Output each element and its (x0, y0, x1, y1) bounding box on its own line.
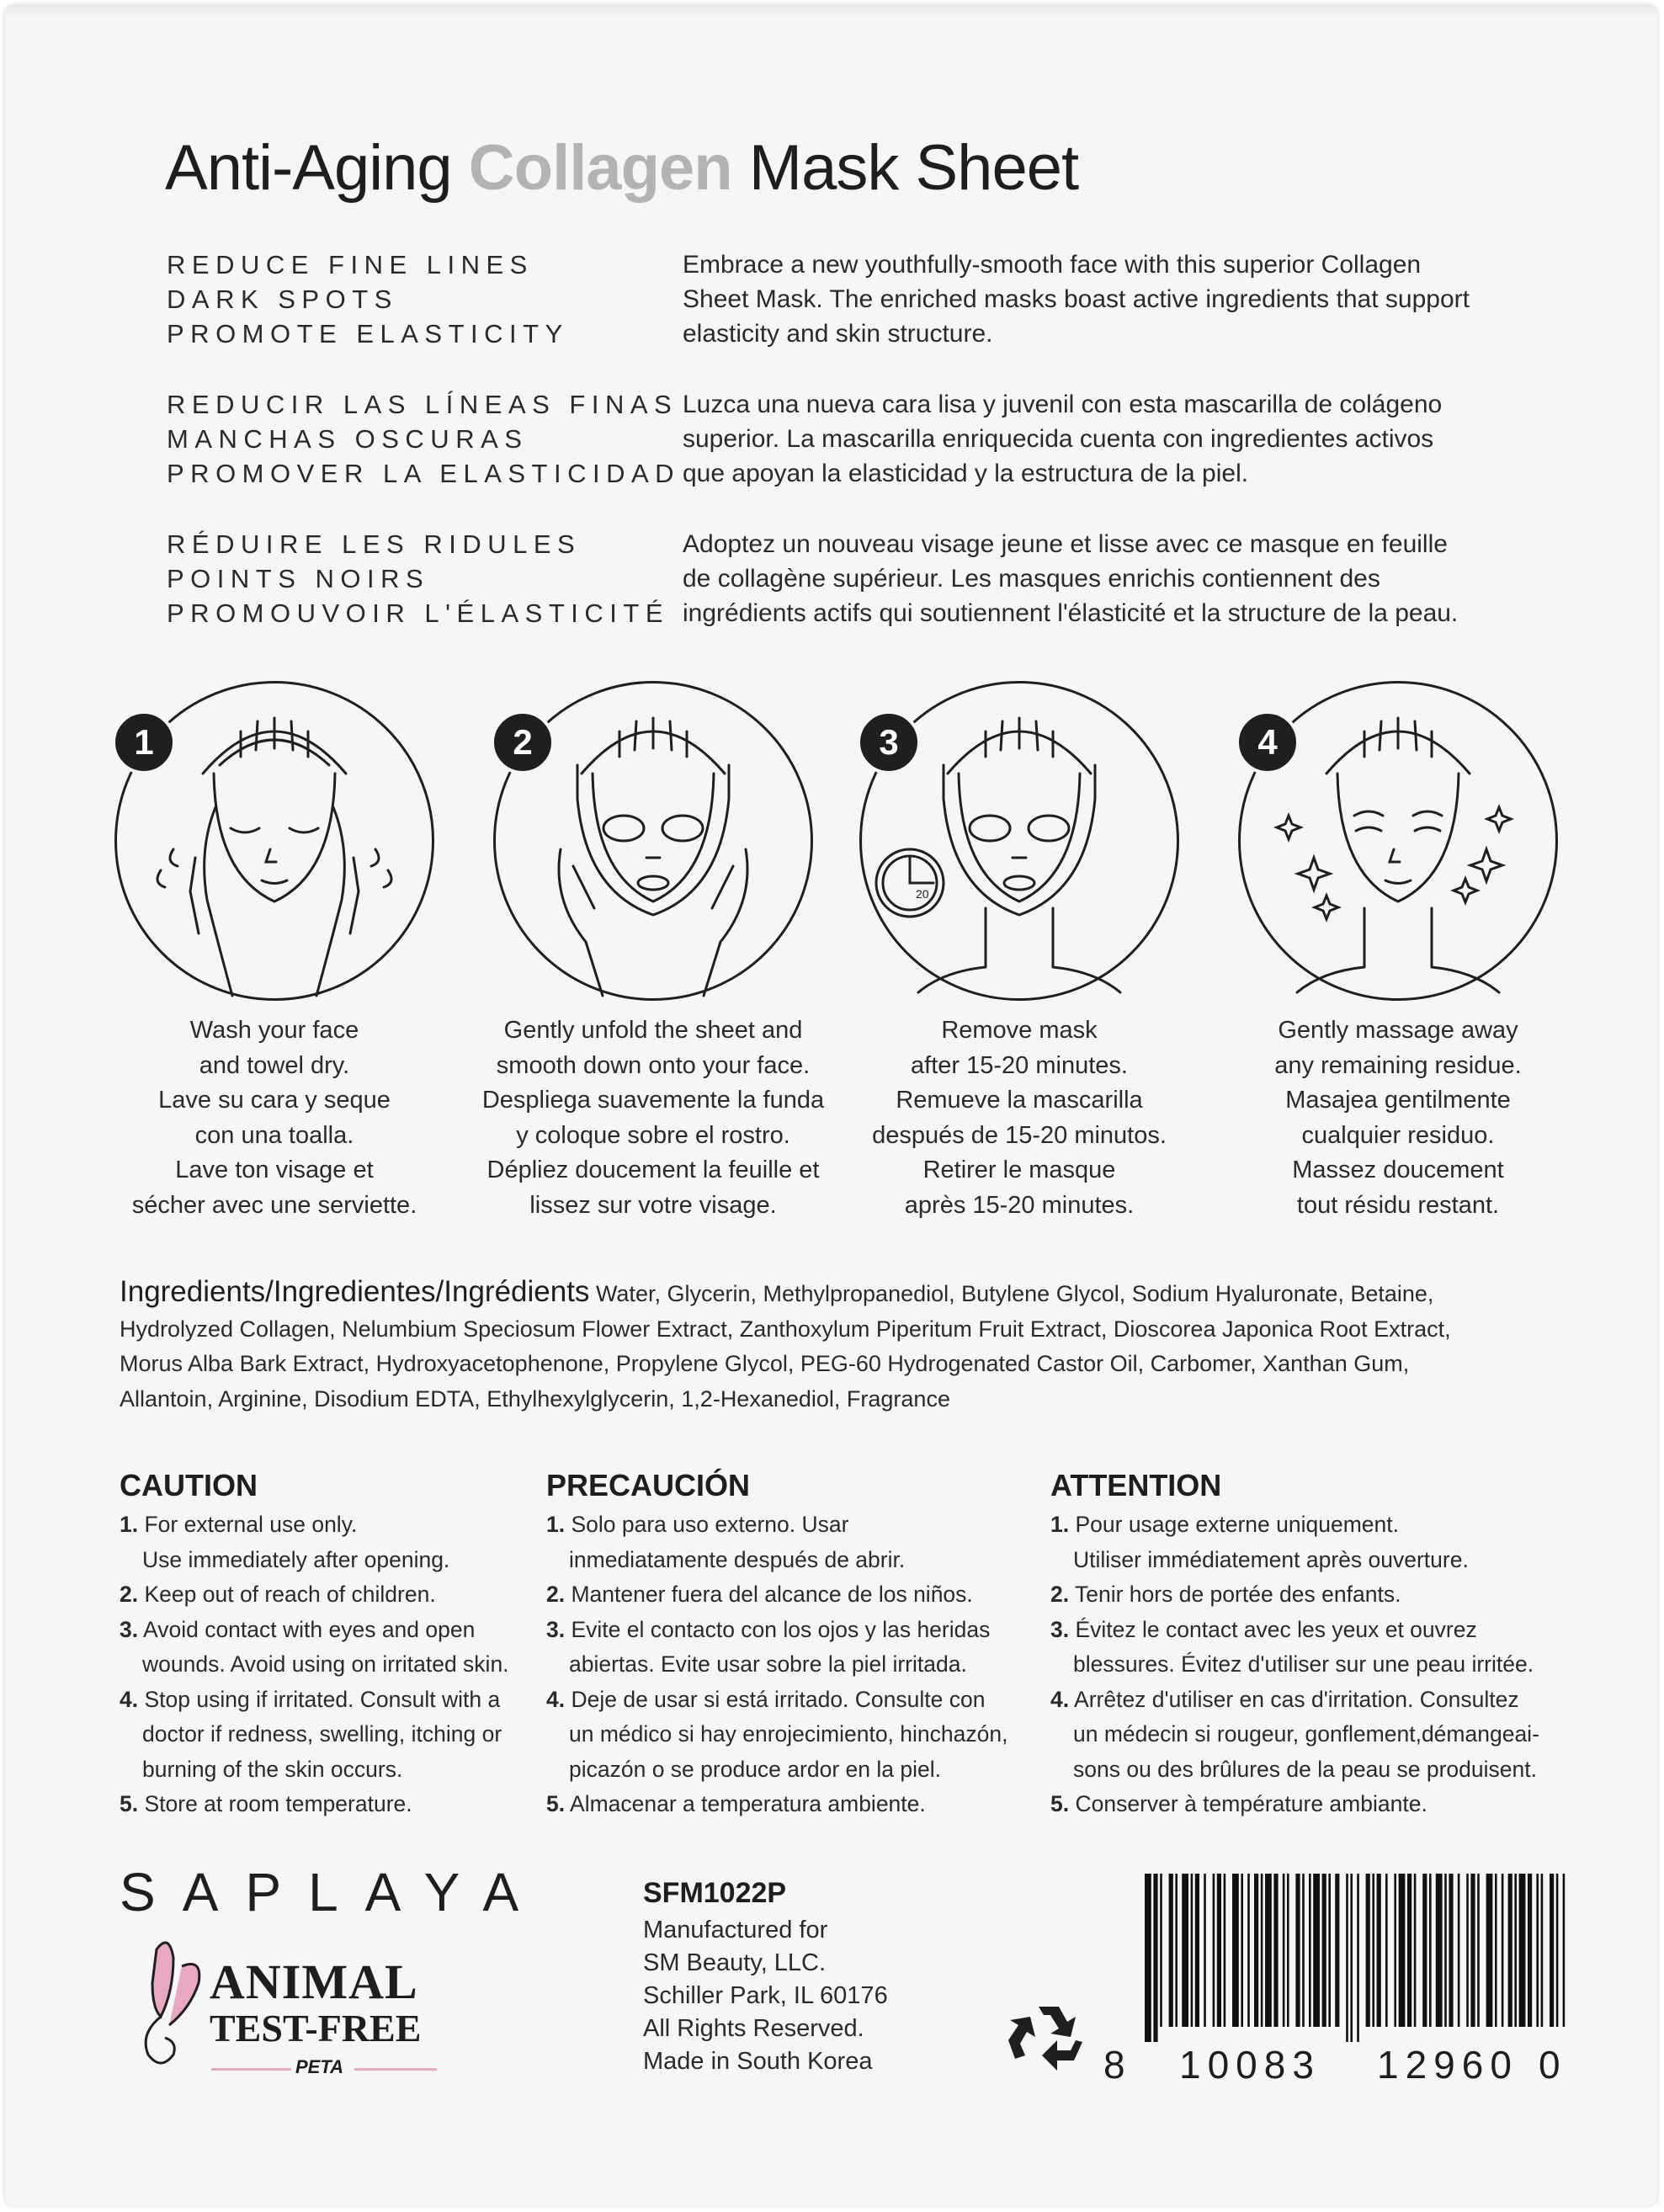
warning-text: burning of the skin occurs. (142, 1756, 403, 1782)
step-text-line: cualquier residuo. (1301, 1121, 1495, 1149)
warning-number: 4. (1050, 1686, 1070, 1712)
warning-line (546, 1613, 1007, 1648)
product-title (165, 131, 1078, 205)
barcode-bar (1514, 1874, 1517, 2027)
barcode-bar (1414, 1874, 1417, 2027)
claims-french (167, 527, 672, 630)
package-back-panel (5, 5, 1657, 2205)
warning-line (120, 1543, 509, 1578)
warning-line (546, 1683, 1007, 1718)
warning-heading: ATTENTION (1050, 1468, 1222, 1502)
barcode-bar (1217, 1874, 1221, 2027)
barcode-bar (1335, 1874, 1339, 2027)
step-number-badge: 4 (1236, 710, 1300, 774)
barcode-bar (1302, 1874, 1305, 2027)
warning-line (120, 1613, 509, 1648)
warning-number: 2. (546, 1582, 566, 1607)
barcode-bar (1436, 1874, 1443, 2027)
barcode-bar (1313, 1874, 1320, 2027)
warning-text: wounds. Avoid using on irritated skin. (142, 1651, 509, 1677)
claim-line: DARK SPOTS (167, 284, 398, 314)
claim-line: REDUCE FINE LINES (167, 250, 534, 279)
precaucion-section (546, 1465, 1007, 1822)
claim-line: PROMOUVOIR L'ÉLASTICITÉ (167, 598, 669, 628)
step-text-line: Retirer le masque (922, 1157, 1116, 1183)
barcode-bar (1169, 1874, 1173, 2027)
warning-number: 2. (1050, 1582, 1070, 1607)
step-text-line: Lave su cara y seque (158, 1087, 391, 1114)
warning-line (120, 1752, 509, 1788)
warning-line (1050, 1752, 1539, 1788)
step-text-line: Masajea gentilmente (1285, 1087, 1511, 1114)
warning-number: 5. (546, 1791, 566, 1816)
barcode-bar (1175, 1874, 1178, 2027)
step-3-instructions (843, 1013, 1196, 1223)
warning-text: doctor if redness, swelling, itching or (142, 1721, 502, 1747)
manufacturer-line: Manufactured for (643, 1917, 828, 1943)
description-english (683, 247, 1533, 351)
warning-line (120, 1683, 509, 1718)
claim-line: REDUCIR LAS LÍNEAS FINAS (167, 390, 678, 419)
step-1-illustration (114, 681, 434, 1001)
step-1-instructions (98, 1013, 451, 1223)
warning-text: Évitez le contact avec les yeux et ouvrez (1075, 1616, 1477, 1642)
barcode-bar (1322, 1874, 1326, 2027)
step-text-line: Remove mask (941, 1017, 1098, 1044)
caution-section (120, 1465, 509, 1822)
barcode-bar (1556, 1874, 1559, 2027)
step-number-badge: 1 (112, 710, 176, 774)
step-text-line: Massez doucement (1292, 1157, 1504, 1183)
barcode-bar (1287, 1874, 1289, 2027)
warning-line (546, 1752, 1007, 1788)
barcode-bar (1350, 1874, 1353, 2042)
claim-line: PROMOVER LA ELASTICIDAD (167, 459, 681, 488)
description-line: que apoyan la elasticidad y la estructura de la piel. (683, 460, 1249, 487)
barcode-bar (1357, 1874, 1359, 2042)
barcode-bar (1385, 1874, 1388, 2027)
ingredients-line: Hydrolyzed Collagen, Nelumbium Speciosum Flower Extract, Zanthoxylum Piperitum Fruit Extract, Dioscorea Japonica Root Extract, (120, 1316, 1451, 1342)
step-text-line: tout résidu restant. (1296, 1191, 1500, 1219)
warning-text: inmediatamente después de abrir. (569, 1546, 906, 1572)
step-text-line: and towel dry. (199, 1051, 350, 1079)
step-4-illustration (1238, 681, 1558, 1001)
warning-line (546, 1543, 1007, 1578)
barcode-bar (1466, 1874, 1469, 2027)
warning-number: 4. (120, 1686, 139, 1712)
barcode-bar (1283, 1874, 1285, 2027)
warning-text: Arrêtez d'utiliser en cas d'irritation. Consultez (1074, 1686, 1519, 1712)
barcode-bar (1536, 1874, 1539, 2027)
warning-line (546, 1717, 1007, 1752)
step-text-line: Lave ton visage et (175, 1157, 374, 1183)
warning-number: 3. (546, 1616, 566, 1642)
warning-number: 5. (120, 1791, 139, 1816)
barcode-bar (1309, 1874, 1311, 2027)
barcode-bar (1195, 1874, 1199, 2027)
warning-line (120, 1507, 509, 1543)
barcode-bar (1295, 1874, 1300, 2027)
warning-number: 2. (120, 1582, 139, 1607)
step-3-illustration (859, 681, 1179, 1001)
barcode-bar (1502, 1874, 1504, 2027)
recycle-icon (1007, 2000, 1091, 2076)
barcode-bar (1508, 1874, 1512, 2027)
barcode-digits-right: 12960 (1377, 2043, 1518, 2087)
cert-line-1: ANIMAL (210, 1954, 418, 2009)
warning-line (546, 1787, 1007, 1822)
warning-line (1050, 1647, 1539, 1683)
warning-line (546, 1647, 1007, 1683)
description-line: elasticity and skin structure. (683, 320, 993, 348)
warning-text: sons ou des brûlures de la peau se produisent. (1073, 1756, 1537, 1782)
ingredients-list (120, 1274, 1550, 1417)
barcode-bar (1422, 1874, 1427, 2027)
step-2-instructions (476, 1013, 830, 1223)
warning-text: Keep out of reach of children. (144, 1582, 436, 1607)
barcode-bar (1470, 1874, 1475, 2027)
barcode-bar (1541, 1874, 1544, 2027)
ingredients-line: Allantoin, Arginine, Disodium EDTA, Ethylhexylglycerin, 1,2-Hexanediol, Fragrance (120, 1385, 950, 1412)
barcode-bar (1477, 1874, 1480, 2027)
warning-number: 1. (120, 1512, 139, 1537)
warning-text: Utiliser immédiatement après ouverture. (1073, 1546, 1469, 1572)
barcode-image (1141, 1874, 1571, 2042)
barcode-bar (1407, 1874, 1411, 2027)
barcode-bar (1247, 1874, 1250, 2027)
warning-number: 1. (1050, 1512, 1070, 1537)
ingredients-line: Morus Alba Bark Extract, Hydroxyacetophenone, Propylene Glycol, PEG-60 Hydrogenated Castor Oil, Carbomer, Xanthan Gum, (120, 1351, 1410, 1376)
barcode-bar (1429, 1874, 1432, 2027)
warning-text: Almacenar a temperatura ambiente. (570, 1791, 926, 1816)
warning-line (1050, 1577, 1539, 1613)
barcode-bar (1449, 1874, 1453, 2027)
barcode-bar (1328, 1874, 1331, 2027)
barcode-bar (1204, 1874, 1206, 2027)
step-text-line: any remaining residue. (1274, 1051, 1522, 1079)
step-text-line: Remueve la mascarilla (896, 1087, 1143, 1114)
warning-text: un médico si hay enrojecimiento, hinchazón, (569, 1721, 1008, 1747)
bunny-logo-icon (123, 1933, 215, 2076)
step-text-line: y coloque sobre el rostro. (516, 1121, 790, 1149)
barcode-bar (1160, 1874, 1162, 2027)
warning-line (120, 1647, 509, 1683)
barcode-bar (1366, 1874, 1370, 2027)
barcode-bar (1241, 1874, 1243, 2027)
description-line: Embrace a new youthfully-smooth face with this superior Collagen (683, 251, 1422, 279)
barcode-bar (1399, 1874, 1406, 2027)
barcode-bar (1145, 1874, 1151, 2042)
warning-text: abiertas. Evite usar sobre la piel irritada. (569, 1651, 967, 1677)
barcode-bar (1377, 1874, 1381, 2027)
title-accent: Collagen (468, 132, 732, 204)
warning-line (1050, 1787, 1539, 1822)
warning-line (120, 1717, 509, 1752)
warning-text: Evite el contacto con los ojos y las heridas (571, 1616, 991, 1642)
step-text-line: après 15-20 minutes. (904, 1191, 1135, 1219)
timer-label: 20 (916, 887, 929, 901)
step-2-illustration (493, 681, 813, 1001)
step-text-line: Dépliez doucement la feuille et (486, 1157, 820, 1183)
cert-line-2: TEST-FREE (210, 2007, 422, 2050)
warning-number: 1. (546, 1512, 566, 1537)
warning-text: blessures. Évitez d'utiliser sur une peau irritée. (1073, 1651, 1534, 1677)
peta-logo: PETA (295, 2056, 344, 2077)
warning-line (1050, 1717, 1539, 1752)
warning-line (1050, 1543, 1539, 1578)
claim-line: MANCHAS OSCURAS (167, 424, 529, 454)
step-4-instructions (1221, 1013, 1575, 1223)
step-text-line: con una toalla. (194, 1121, 354, 1149)
manufacturer-line: All Rights Reserved. (643, 2015, 864, 2042)
barcode-bar (1346, 1874, 1348, 2042)
product-code: SFM1022P (643, 1877, 787, 1909)
warning-line (120, 1577, 509, 1613)
warning-text: picazón o se produce ardor en la piel. (569, 1756, 941, 1782)
barcode-bar (1153, 1874, 1157, 2042)
warning-line (1050, 1683, 1539, 1718)
warning-text: Tenir hors de portée des enfants. (1075, 1582, 1401, 1607)
barcode-bar (1394, 1874, 1396, 2027)
barcode-bar (1486, 1874, 1493, 2027)
warning-heading: PRECAUCIÓN (546, 1468, 751, 1502)
barcode-digit-lead: 8 (1103, 2043, 1132, 2087)
barcode-bar (1182, 1874, 1188, 2027)
manufacturer-line: SM Beauty, LLC. (643, 1949, 827, 1976)
title-part-2: Mask Sheet (731, 132, 1079, 204)
warning-number: 3. (120, 1616, 139, 1642)
animal-test-free-badge (210, 1954, 422, 2050)
description-line: superior. La mascarilla enriquecida cuenta con ingredientes activos (683, 425, 1434, 453)
step-text-line: lissez sur votre visage. (529, 1191, 777, 1219)
warning-text: Solo para uso externo. Usar (571, 1512, 849, 1537)
barcode-bar (1232, 1874, 1239, 2027)
warning-number: 5. (1050, 1791, 1070, 1816)
description-spanish (683, 387, 1533, 491)
barcode-bar (1224, 1874, 1226, 2027)
step-number-badge: 2 (491, 710, 555, 774)
description-line: Sheet Mask. The enriched masks boast active ingredients that support (683, 285, 1470, 313)
step-text-line: sécher avec une serviette. (131, 1191, 417, 1219)
barcode-bar (1372, 1874, 1374, 2027)
barcode-bar (1550, 1874, 1554, 2027)
description-french (683, 527, 1533, 630)
step-text-line: Gently massage away (1278, 1017, 1518, 1044)
warning-number: 3. (1050, 1616, 1070, 1642)
warning-line (546, 1577, 1007, 1613)
warning-text: Use immediately after opening. (142, 1546, 450, 1572)
step-text-line: smooth down onto your face. (496, 1051, 811, 1079)
manufacturer-line: Made in South Korea (643, 2048, 873, 2075)
warning-text: Mantener fuera del alcance de los niños. (571, 1582, 973, 1607)
warning-line (1050, 1613, 1539, 1648)
warning-text: Conserver à température ambiante. (1075, 1791, 1427, 1816)
barcode-bar (1528, 1874, 1532, 2027)
barcode-bar (1265, 1874, 1272, 2027)
warning-line (120, 1787, 509, 1822)
description-line: Luzca una nueva cara lisa y juvenil con esta mascarilla de colágeno (683, 391, 1443, 418)
brand-logo: SAPLAYA (120, 1862, 546, 1922)
barcode-bar (1458, 1874, 1460, 2027)
manufacturer-line: Schiller Park, IL 60176 (643, 1982, 888, 2009)
warning-text: Deje de usar si está irritado. Consulte con (571, 1686, 986, 1712)
warning-heading: CAUTION (120, 1468, 258, 1502)
title-part-1: Anti-Aging (165, 132, 469, 204)
barcode-bar (1495, 1874, 1497, 2027)
ingredients-line: Water, Glycerin, Methylpropanediol, Butylene Glycol, Sodium Hyaluronate, Betaine, (589, 1281, 1434, 1306)
claim-line: POINTS NOIRS (167, 564, 430, 593)
claim-line: RÉDUIRE LES RIDULES (167, 529, 582, 559)
manufacturer-info (643, 1872, 888, 2078)
step-text-line: después de 15-20 minutos. (872, 1121, 1167, 1149)
barcode-bar (1519, 1874, 1526, 2027)
barcode-bar (1213, 1874, 1215, 2027)
warning-text: Stop using if irritated. Consult with a (144, 1686, 501, 1712)
warning-text: un médecin si rougeur, gonflement,démangeai- (1073, 1721, 1539, 1747)
step-text-line: Gently unfold the sheet and (503, 1017, 803, 1044)
step-text-line: after 15-20 minutes. (911, 1051, 1128, 1079)
claims-english (167, 247, 672, 351)
barcode-digits-left: 10083 (1179, 2043, 1321, 2087)
barcode-bar (1261, 1874, 1263, 2027)
description-line: de collagène supérieur. Les masques enrichis contiennent des (683, 565, 1380, 593)
description-line: Adoptez un nouveau visage jeune et lisse avec ce masque en feuille (683, 530, 1448, 558)
barcode-bar (1563, 1874, 1566, 2027)
warning-text: Store at room temperature. (144, 1791, 412, 1816)
barcode-digit-check: 0 (1539, 2043, 1567, 2087)
warning-number: 4. (546, 1686, 566, 1712)
barcode-bar (1273, 1874, 1278, 2027)
description-line: ingrédients actifs qui soutiennent l'élasticité et la structure de la peau. (683, 599, 1459, 627)
step-text-line: Despliega suavemente la funda (481, 1087, 825, 1114)
ingredients-heading: Ingredients/Ingredientes/Ingrédients (120, 1275, 590, 1308)
warning-text: For external use only. (144, 1512, 358, 1537)
warning-line (546, 1507, 1007, 1543)
warning-text: Pour usage externe uniquement. (1075, 1512, 1399, 1537)
attention-section (1050, 1465, 1539, 1822)
step-text-line: Wash your face (189, 1017, 359, 1044)
claim-line: PROMOTE ELASTICITY (167, 319, 569, 348)
barcode-bar (1444, 1874, 1447, 2027)
barcode-bar (1191, 1874, 1194, 2027)
claims-spanish (167, 387, 681, 491)
warning-text: Avoid contact with eyes and open (143, 1616, 476, 1642)
step-number-badge: 3 (857, 710, 921, 774)
warning-line (1050, 1507, 1539, 1543)
barcode-bar (1254, 1874, 1258, 2027)
